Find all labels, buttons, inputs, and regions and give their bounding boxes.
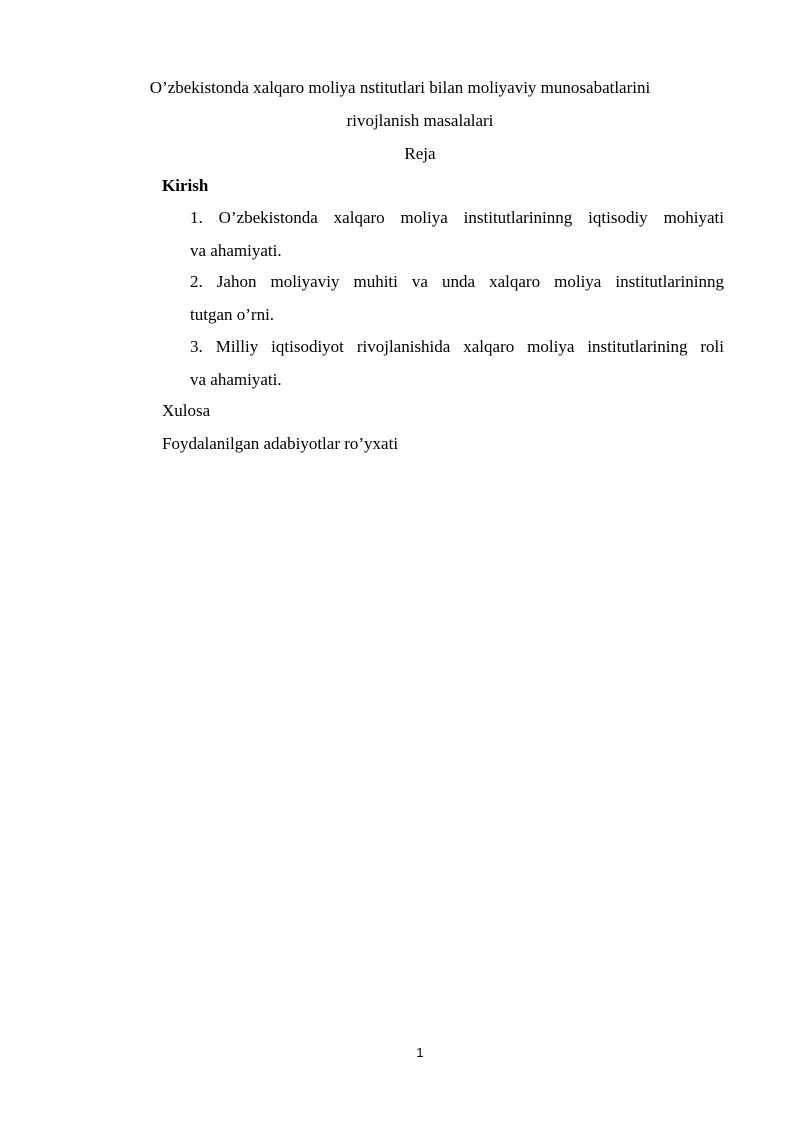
plan-item-2-number: 2. [190,272,203,291]
plan-item-1-line-1 [190,202,724,235]
plan-item-1-line-2: va ahamiyati. [190,240,282,260]
plan-item-3-text: Milliy iqtisodiyot rivojlanishida xalqaro moliya institutlarining roli [215,337,724,356]
references-heading: Foydalanilgan adabiyotlar ro’yxati [162,434,399,453]
plan-item-3-number: 3. [190,337,203,356]
plan-item-3-line-2: va ahamiyati. [190,369,282,389]
plan-item-1 [190,202,724,267]
plan-item-3-line-1 [190,331,724,364]
plan-item-3 [190,331,724,396]
plan-item-2-line-2: tutgan o’rni. [190,304,275,324]
plan-item-2 [190,266,724,331]
document-title-line-1: O’zbekistonda xalqaro moliya nstitutlari bilan moliyaviy munosabatlarini [149,78,651,97]
plan-item-1-text: O’zbekistonda xalqaro moliya institutlarininng iqtisodiy mohiyati [218,208,725,227]
conclusion-heading: Xulosa [162,401,211,420]
document-title-line-2: rivojlanish masalalari [346,111,494,130]
plan-item-2-line-1 [190,266,724,299]
intro-heading: Kirish [162,176,209,195]
plan-item-1-number: 1. [190,208,203,227]
plan-heading: Reja [404,144,436,163]
plan-item-2-text: Jahon moliyaviy muhiti va unda xalqaro moliya institutlarininng [216,272,724,291]
page-number: 1 [416,1045,424,1060]
